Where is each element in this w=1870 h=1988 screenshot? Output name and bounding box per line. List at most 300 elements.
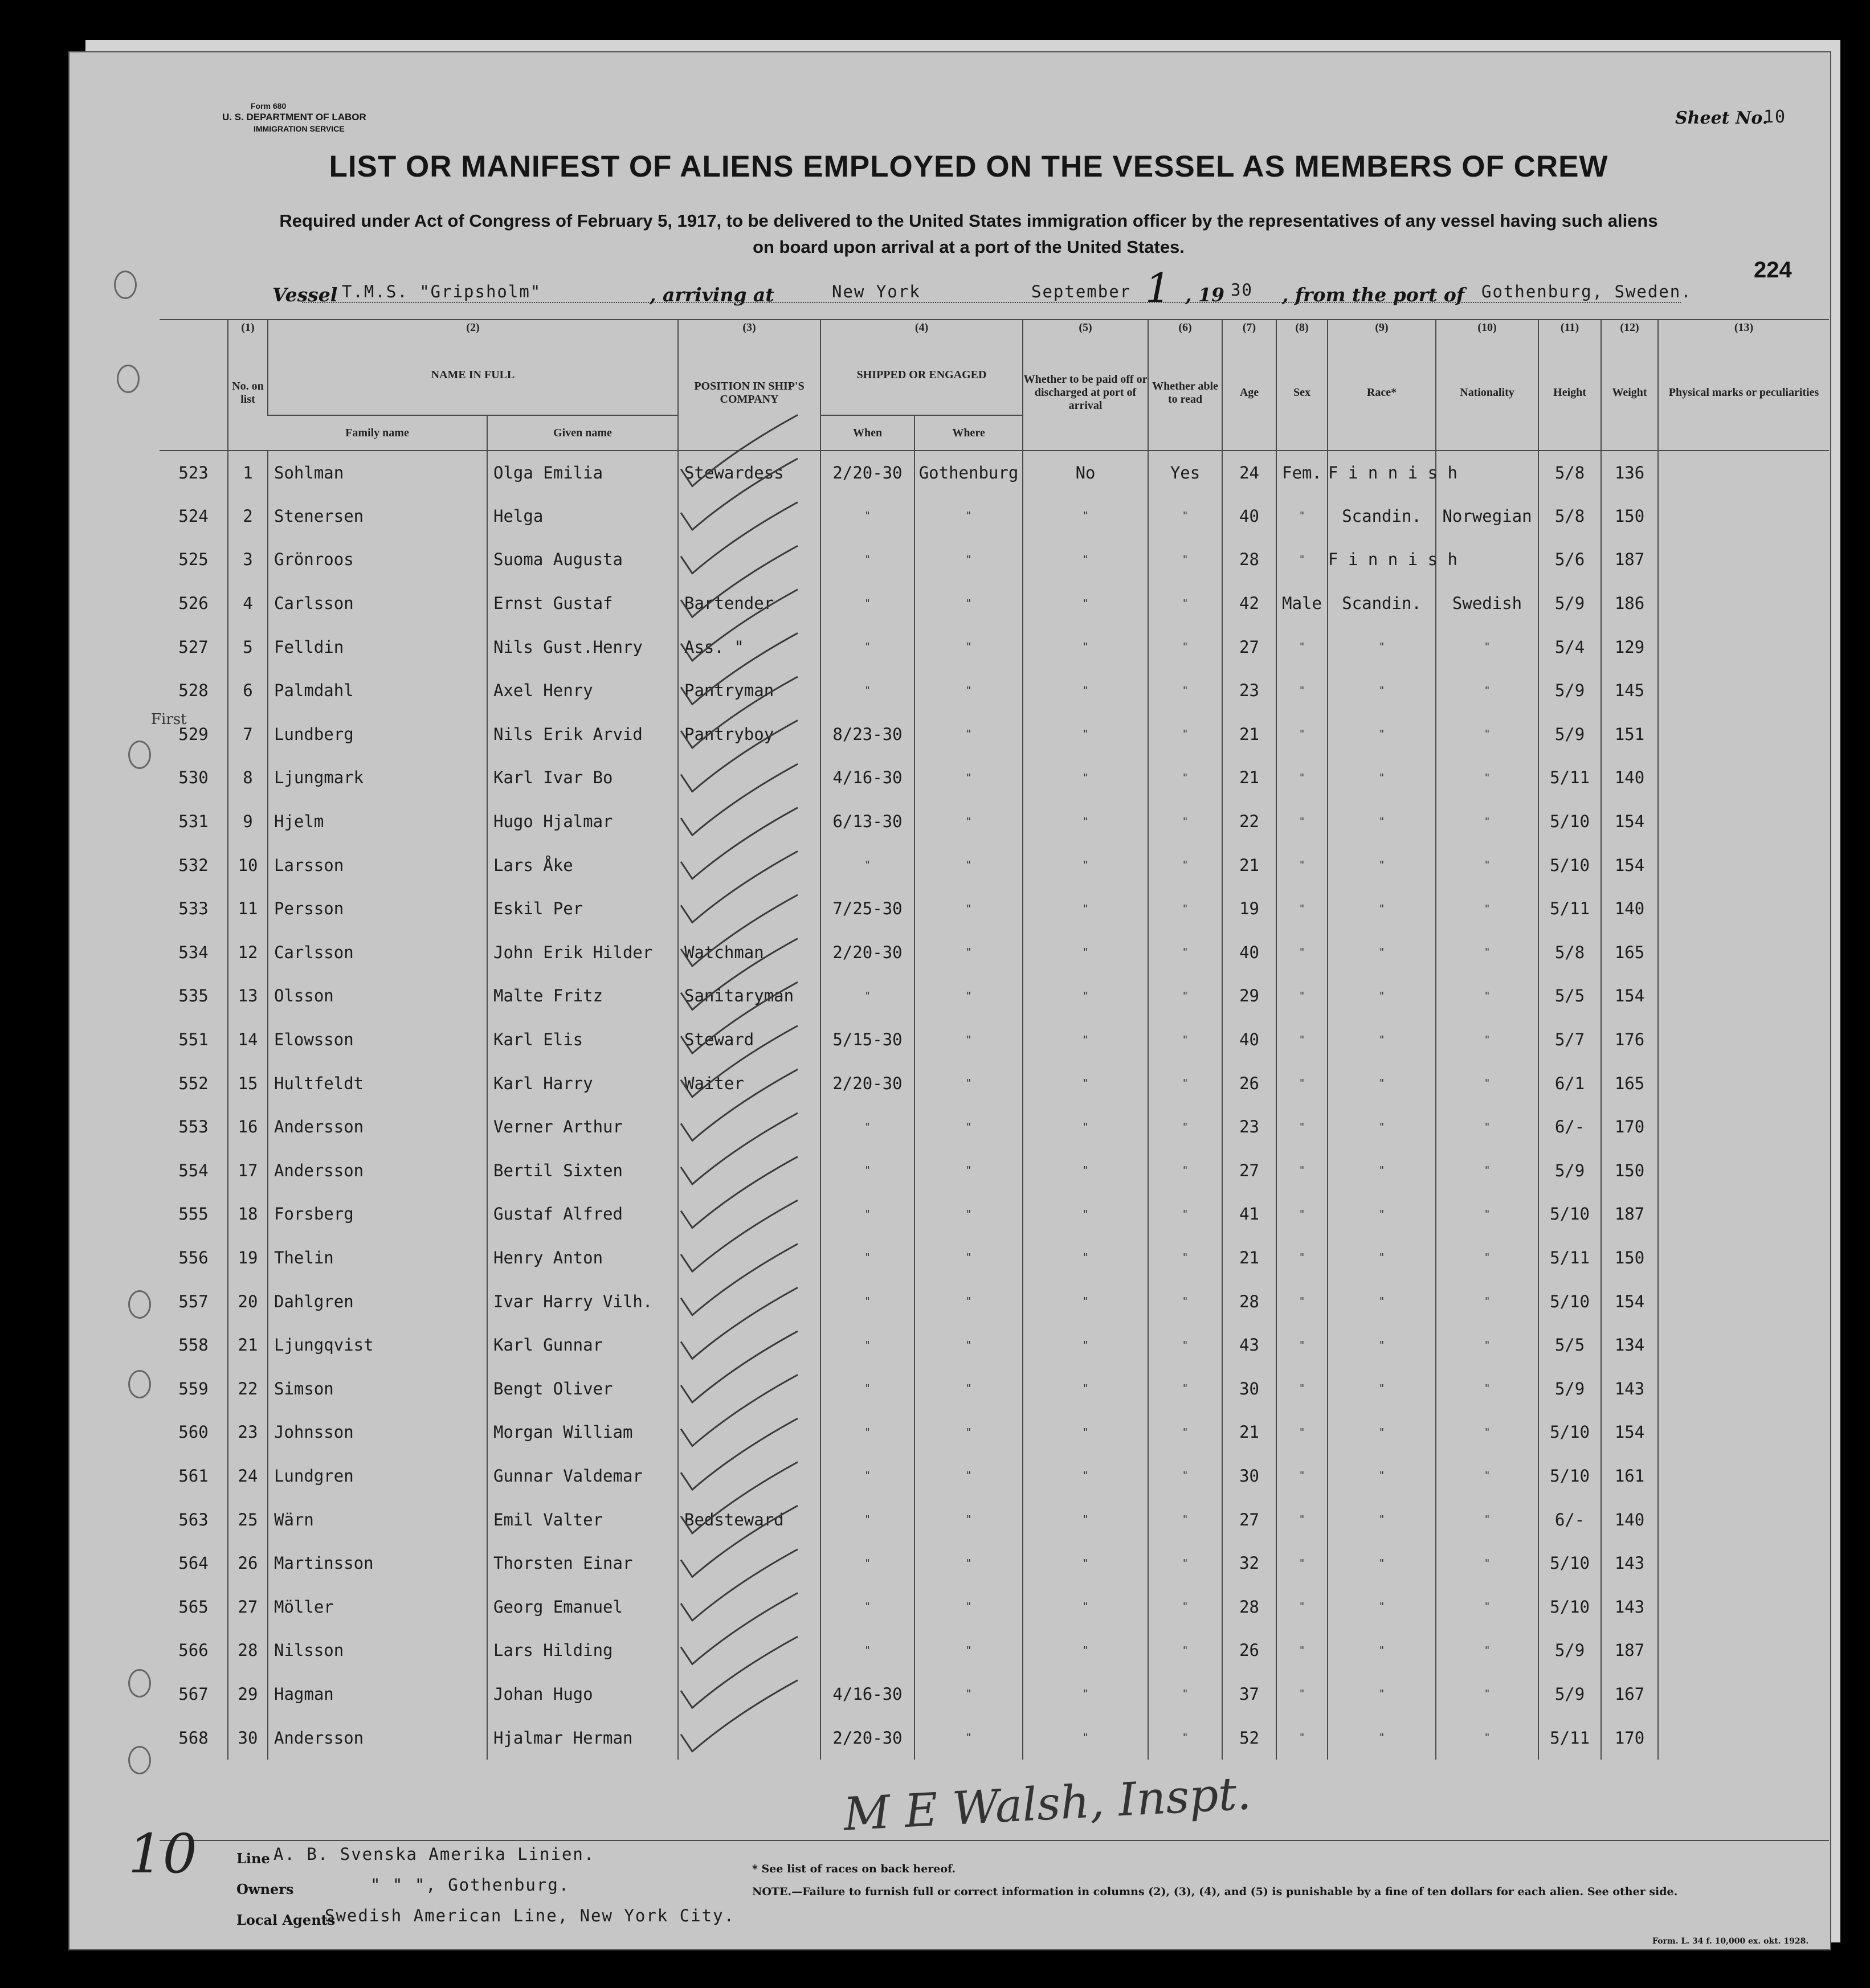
cell-nationality: " (1436, 1367, 1538, 1410)
cell-given: Ivar Harry Vilh. (487, 1279, 678, 1323)
col-num-12: (12) (1601, 320, 1658, 336)
cell-when: " (820, 1454, 914, 1498)
cell-margin: 554 (178, 1160, 209, 1180)
cell-when: " (820, 582, 914, 625)
cell-margin: 566 (178, 1641, 209, 1660)
cell-family: Persson (268, 887, 487, 931)
cell-age: 41 (1222, 1192, 1276, 1236)
cell-margin: 528 (178, 681, 209, 701)
cell-race: " (1328, 800, 1436, 844)
cell-margin: 558 (178, 1335, 209, 1355)
cell-when: 8/23-30 (820, 713, 914, 756)
col-num-9: (9) (1328, 320, 1436, 336)
cell-weight: 165 (1601, 1061, 1658, 1105)
cell-paid: " (1023, 494, 1148, 538)
cell-given: Suoma Augusta (487, 538, 678, 582)
cell-paid: " (1023, 1410, 1148, 1454)
cell-read: " (1148, 1236, 1222, 1280)
sheet-number-label: Sheet No. (1675, 108, 1769, 128)
cell-race: " (1328, 931, 1436, 975)
cell-nationality: " (1436, 669, 1538, 713)
cell-paid: " (1023, 538, 1148, 582)
cell-sex: " (1276, 887, 1328, 931)
cell-margin: 553 (178, 1117, 209, 1137)
cell-paid: " (1023, 1716, 1148, 1760)
header-sex: Sex (1276, 336, 1328, 451)
header-race: Race* (1328, 336, 1436, 451)
cell-race: F i n n i s h (1328, 538, 1436, 582)
check-mark (681, 1200, 798, 1271)
cell-weight: 150 (1601, 494, 1658, 538)
cell-sex: " (1276, 1192, 1328, 1236)
cell-height: 5/9 (1538, 1149, 1601, 1193)
cell-nationality: " (1436, 887, 1538, 931)
cell-race: " (1328, 1018, 1436, 1062)
cell-family: Hagman (268, 1672, 487, 1716)
cell-race: " (1328, 843, 1436, 887)
cell-sex: " (1276, 931, 1328, 975)
cell-sex: " (1276, 756, 1328, 800)
cell-paid: No (1023, 451, 1148, 494)
local-agents-label: Local Agents (236, 1912, 336, 1928)
cell-family: Lundberg (268, 713, 487, 756)
cell-read: " (1148, 1410, 1222, 1454)
cell-age: 42 (1222, 582, 1276, 625)
cell-paid: " (1023, 1672, 1148, 1716)
cell-no: 1 (228, 451, 268, 494)
cell-given: Lars Åke (487, 843, 678, 887)
cell-nationality: " (1436, 1716, 1538, 1760)
cell-where: " (914, 538, 1023, 582)
cell-nationality: " (1436, 1149, 1538, 1193)
header-paid-off: Whether to be paid off or discharged at port of arrival (1023, 336, 1148, 451)
cell-margin: 564 (178, 1553, 209, 1573)
cell-family: Thelin (268, 1236, 487, 1280)
check-mark (681, 1375, 798, 1446)
cell-when: " (820, 1192, 914, 1236)
cell-when: 7/25-30 (820, 887, 914, 931)
check-mark (681, 1593, 798, 1664)
cell-no: 14 (228, 1018, 268, 1062)
cell-paid: " (1023, 1279, 1148, 1323)
cell-margin: 527 (178, 637, 209, 657)
cell-weight: 154 (1601, 1410, 1658, 1454)
cell-position: Bedsteward (678, 1498, 820, 1541)
cell-race: F i n n i s h (1328, 451, 1436, 494)
cell-read: Yes (1148, 451, 1222, 494)
header-given-name: Given name (487, 415, 678, 451)
cell-paid: " (1023, 1018, 1148, 1062)
cell-sex: " (1276, 1585, 1328, 1629)
cell-nationality: " (1436, 1061, 1538, 1105)
cell-nationality: Norwegian (1436, 494, 1538, 538)
cell-margin: 529 (178, 724, 209, 744)
cell-given: Eskil Per (487, 887, 678, 931)
owners-label: Owners (236, 1881, 294, 1897)
cell-weight: 167 (1601, 1672, 1658, 1716)
cell-no: 3 (228, 538, 268, 582)
check-mark (681, 721, 798, 792)
cell-where: " (914, 1061, 1023, 1105)
col-num-3: (3) (678, 320, 820, 336)
cell-when: " (820, 974, 914, 1018)
cell-where: " (914, 713, 1023, 756)
cell-family: Andersson (268, 1716, 487, 1760)
cell-sex: " (1276, 1498, 1328, 1541)
cell-sex: Male (1276, 582, 1328, 625)
cell-no: 12 (228, 931, 268, 975)
col-num-1: (1) (228, 320, 268, 336)
cell-race: " (1328, 669, 1436, 713)
cell-sex: " (1276, 1018, 1328, 1062)
check-mark (681, 1462, 798, 1533)
cell-given: Helga (487, 494, 678, 538)
cell-sex: " (1276, 1367, 1328, 1410)
cell-sex: " (1276, 1629, 1328, 1672)
cell-weight: 170 (1601, 1716, 1658, 1760)
cell-family: Lundgren (268, 1454, 487, 1498)
cell-when: " (820, 669, 914, 713)
cell-family: Dahlgren (268, 1279, 487, 1323)
cell-read: " (1148, 931, 1222, 975)
cell-read: " (1148, 1192, 1222, 1236)
check-mark (681, 1113, 798, 1184)
cell-race: " (1328, 1236, 1436, 1280)
cell-where: " (914, 974, 1023, 1018)
cell-when: 4/16-30 (820, 1672, 914, 1716)
cell-height: 5/4 (1538, 625, 1601, 669)
cell-margin: 525 (178, 550, 209, 570)
check-mark (681, 1506, 798, 1577)
check-mark (681, 677, 798, 748)
cell-no: 26 (228, 1541, 268, 1585)
header-able-to-read: Whether able to read (1148, 336, 1222, 451)
cell-nationality: " (1436, 843, 1538, 887)
cell-no: 7 (228, 713, 268, 756)
header-age: Age (1222, 336, 1276, 451)
col-num-6: (6) (1148, 320, 1222, 336)
cell-given: Karl Gunnar (487, 1323, 678, 1367)
cell-read: " (1148, 582, 1222, 625)
cell-paid: " (1023, 1323, 1148, 1367)
cell-family: Stenersen (268, 494, 487, 538)
cell-age: 28 (1222, 1279, 1276, 1323)
subtitle-line-1: Required under Act of Congress of February 5, 1917, to be delivered to the United States immigration officer by the representatives of any vessel having such aliens (279, 211, 1658, 231)
cell-age: 30 (1222, 1454, 1276, 1498)
cell-nationality: " (1436, 1541, 1538, 1585)
cell-where: " (914, 1149, 1023, 1193)
cell-given: Bertil Sixten (487, 1149, 678, 1193)
cell-race: " (1328, 1149, 1436, 1193)
cell-height: 5/6 (1538, 538, 1601, 582)
cell-read: " (1148, 713, 1222, 756)
cell-paid: " (1023, 669, 1148, 713)
cell-margin: 557 (178, 1291, 209, 1311)
cell-age: 21 (1222, 843, 1276, 887)
cell-paid: " (1023, 1629, 1148, 1672)
cell-weight: 129 (1601, 625, 1658, 669)
cell-weight: 140 (1601, 1498, 1658, 1541)
form-number: Form 680 (251, 101, 287, 111)
cell-age: 21 (1222, 713, 1276, 756)
arriving-label: , arriving at (650, 284, 774, 306)
vessel-name: T.M.S. "Gripsholm" (342, 282, 542, 301)
cell-race: " (1328, 1585, 1436, 1629)
cell-race: " (1328, 1192, 1436, 1236)
cell-read: " (1148, 1061, 1222, 1105)
cell-nationality: " (1436, 1410, 1538, 1454)
cell-weight: 140 (1601, 756, 1658, 800)
check-mark (681, 1157, 798, 1228)
check-mark (681, 1026, 798, 1097)
header-where: Where (914, 415, 1023, 451)
cell-height: 5/10 (1538, 1192, 1601, 1236)
cell-race: Scandin. (1328, 582, 1436, 625)
cell-read: " (1148, 1585, 1222, 1629)
cell-no: 11 (228, 887, 268, 931)
cell-race: " (1328, 1410, 1436, 1454)
cell-race: " (1328, 1454, 1436, 1498)
cell-sex: " (1276, 1410, 1328, 1454)
cell-paid: " (1023, 1541, 1148, 1585)
cell-read: " (1148, 1149, 1222, 1193)
sheet-number: 10 (1763, 107, 1787, 127)
cell-age: 32 (1222, 1541, 1276, 1585)
cell-height: 5/10 (1538, 800, 1601, 844)
cell-weight: 176 (1601, 1018, 1658, 1062)
check-mark (681, 1244, 798, 1315)
cell-when: " (820, 1149, 914, 1193)
cell-paid: " (1023, 713, 1148, 756)
cell-age: 40 (1222, 931, 1276, 975)
cell-nationality: " (1436, 1192, 1538, 1236)
cell-no: 21 (228, 1323, 268, 1367)
cell-where: " (914, 931, 1023, 975)
cell-no: 23 (228, 1410, 268, 1454)
cell-height: 5/11 (1538, 1236, 1601, 1280)
cell-weight: 150 (1601, 1149, 1658, 1193)
cell-where: " (914, 1585, 1023, 1629)
header-weight: Weight (1601, 336, 1658, 451)
header-family-name: Family name (268, 415, 487, 451)
check-mark (681, 1418, 798, 1490)
cell-where: " (914, 843, 1023, 887)
cell-age: 21 (1222, 756, 1276, 800)
cell-read: " (1148, 1323, 1222, 1367)
cell-paid: " (1023, 1192, 1148, 1236)
cell-sex: " (1276, 1061, 1328, 1105)
cell-sex: " (1276, 1149, 1328, 1193)
cell-sex: " (1276, 1454, 1328, 1498)
check-mark (681, 633, 798, 704)
cell-read: " (1148, 887, 1222, 931)
cell-where: " (914, 756, 1023, 800)
cell-height: 6/1 (1538, 1061, 1601, 1105)
cell-sex: " (1276, 1279, 1328, 1323)
cell-nationality: " (1436, 1672, 1538, 1716)
cell-read: " (1148, 1672, 1222, 1716)
page-number: 224 (1754, 257, 1792, 283)
cell-position: Stewardess (678, 451, 820, 494)
cell-height: 5/9 (1538, 669, 1601, 713)
cell-given: Axel Henry (487, 669, 678, 713)
header-when: When (820, 415, 914, 451)
cell-given: Nils Gust.Henry (487, 625, 678, 669)
cell-nationality: " (1436, 1236, 1538, 1280)
cell-age: 21 (1222, 1236, 1276, 1280)
cell-margin: 567 (178, 1684, 209, 1704)
cell-height: 5/10 (1538, 843, 1601, 887)
cell-given: Lars Hilding (487, 1629, 678, 1672)
cell-weight: 150 (1601, 1236, 1658, 1280)
cell-no: 15 (228, 1061, 268, 1105)
cell-family: Andersson (268, 1105, 487, 1149)
cell-given: Karl Ivar Bo (487, 756, 678, 800)
departure-port: Gothenburg, Sweden. (1481, 282, 1692, 301)
page-title: LIST OR MANIFEST OF ALIENS EMPLOYED ON THE VESSEL AS MEMBERS OF CREW (329, 150, 1608, 183)
check-mark (681, 982, 798, 1053)
cell-where: " (914, 1672, 1023, 1716)
check-mark (681, 546, 798, 617)
cell-height: 5/5 (1538, 974, 1601, 1018)
cell-nationality: Swedish (1436, 582, 1538, 625)
col-num-2: (2) (268, 320, 678, 336)
cell-nationality: " (1436, 931, 1538, 975)
cell-position: Waiter (678, 1061, 820, 1105)
cell-when: " (820, 1585, 914, 1629)
cell-where: " (914, 1323, 1023, 1367)
cell-paid: " (1023, 931, 1148, 975)
cell-no: 28 (228, 1629, 268, 1672)
cell-read: " (1148, 1716, 1222, 1760)
cell-when: " (820, 625, 914, 669)
cell-read: " (1148, 800, 1222, 844)
cell-no: 27 (228, 1585, 268, 1629)
cell-read: " (1148, 1454, 1222, 1498)
cell-given: Bengt Oliver (487, 1367, 678, 1410)
cell-where: " (914, 1629, 1023, 1672)
vessel-label: Vessel (272, 284, 338, 306)
cell-height: 5/8 (1538, 494, 1601, 538)
cell-where: " (914, 1410, 1023, 1454)
cell-position: Pantryboy (678, 713, 820, 756)
cell-race: " (1328, 1061, 1436, 1105)
cell-margin: 531 (178, 812, 209, 832)
cell-read: " (1148, 538, 1222, 582)
check-mark (681, 808, 798, 879)
cell-read: " (1148, 494, 1222, 538)
cell-weight: 186 (1601, 582, 1658, 625)
cell-nationality: " (1436, 1498, 1538, 1541)
penalty-note: NOTE.—Failure to furnish full or correct information in columns (2), (3), (4), and (5) is punishable by a fine of ten dollars for each alien. See other side. (752, 1885, 1678, 1898)
cell-sex: " (1276, 1323, 1328, 1367)
cell-position: Steward (678, 1018, 820, 1062)
cell-race: " (1328, 1367, 1436, 1410)
cell-sex: " (1276, 538, 1328, 582)
cell-family: Elowsson (268, 1018, 487, 1062)
cell-height: 6/- (1538, 1105, 1601, 1149)
check-mark (681, 764, 798, 835)
check-mark (681, 459, 798, 530)
col-num-10: (10) (1436, 320, 1538, 336)
cell-paid: " (1023, 1236, 1148, 1280)
check-mark (681, 1331, 798, 1402)
cell-nationality: " (1436, 1323, 1538, 1367)
cell-paid: " (1023, 582, 1148, 625)
check-mark (681, 1549, 798, 1621)
cell-when: 2/20-30 (820, 931, 914, 975)
cell-no: 24 (228, 1454, 268, 1498)
cell-nationality: " (1436, 1454, 1538, 1498)
cell-weight: 187 (1601, 1192, 1658, 1236)
cell-height: 5/5 (1538, 1323, 1601, 1367)
cell-age: 26 (1222, 1629, 1276, 1672)
cell-family: Felldin (268, 625, 487, 669)
cell-nationality: " (1436, 756, 1538, 800)
cell-nationality: " (1436, 1629, 1538, 1672)
cell-weight: 151 (1601, 713, 1658, 756)
cell-when: " (820, 1367, 914, 1410)
cell-read: " (1148, 756, 1222, 800)
cell-no: 4 (228, 582, 268, 625)
cell-sex: " (1276, 669, 1328, 713)
service-name: IMMIGRATION SERVICE (254, 124, 345, 133)
cell-weight: 134 (1601, 1323, 1658, 1367)
cell-height: 5/9 (1538, 582, 1601, 625)
cell-margin: 552 (178, 1073, 209, 1093)
cell-age: 24 (1222, 451, 1276, 494)
cell-margin: 560 (178, 1422, 209, 1442)
cell-weight: 170 (1601, 1105, 1658, 1149)
cell-family: Ljungqvist (268, 1323, 487, 1367)
races-note: * See list of races on back hereof. (752, 1863, 956, 1875)
cell-given: Gunnar Valdemar (487, 1454, 678, 1498)
cell-given: Nils Erik Arvid (487, 713, 678, 756)
cell-nationality: " (1436, 625, 1538, 669)
cell-nationality: " (1436, 1018, 1538, 1062)
cell-weight: 154 (1601, 974, 1658, 1018)
cell-no: 29 (228, 1672, 268, 1716)
cell-height: 5/7 (1538, 1018, 1601, 1062)
cell-given: Thorsten Einar (487, 1541, 678, 1585)
from-port-label: , from the port of (1282, 284, 1465, 306)
cell-family: Carlsson (268, 931, 487, 975)
cell-read: " (1148, 974, 1222, 1018)
cell-race: " (1328, 1541, 1436, 1585)
cell-height: 5/8 (1538, 931, 1601, 975)
cell-family: Ljungmark (268, 756, 487, 800)
cell-where: " (914, 800, 1023, 844)
cell-no: 25 (228, 1498, 268, 1541)
cell-weight: 136 (1601, 451, 1658, 494)
cell-family: Grönroos (268, 538, 487, 582)
cell-margin: 526 (178, 594, 209, 613)
cell-family: Hultfeldt (268, 1061, 487, 1105)
cell-given: Ernst Gustaf (487, 582, 678, 625)
cell-paid: " (1023, 1367, 1148, 1410)
cell-given: Malte Fritz (487, 974, 678, 1018)
cell-race: " (1328, 887, 1436, 931)
cell-given: Emil Valter (487, 1498, 678, 1541)
cell-margin: 568 (178, 1728, 209, 1748)
cell-age: 29 (1222, 974, 1276, 1018)
cell-given: Georg Emanuel (487, 1585, 678, 1629)
header-physical-marks: Physical marks or peculiarities (1658, 336, 1829, 451)
cell-height: 5/9 (1538, 1672, 1601, 1716)
cell-given: Gustaf Alfred (487, 1192, 678, 1236)
cell-where: " (914, 1367, 1023, 1410)
department-name: U. S. DEPARTMENT OF LABOR (222, 112, 366, 122)
